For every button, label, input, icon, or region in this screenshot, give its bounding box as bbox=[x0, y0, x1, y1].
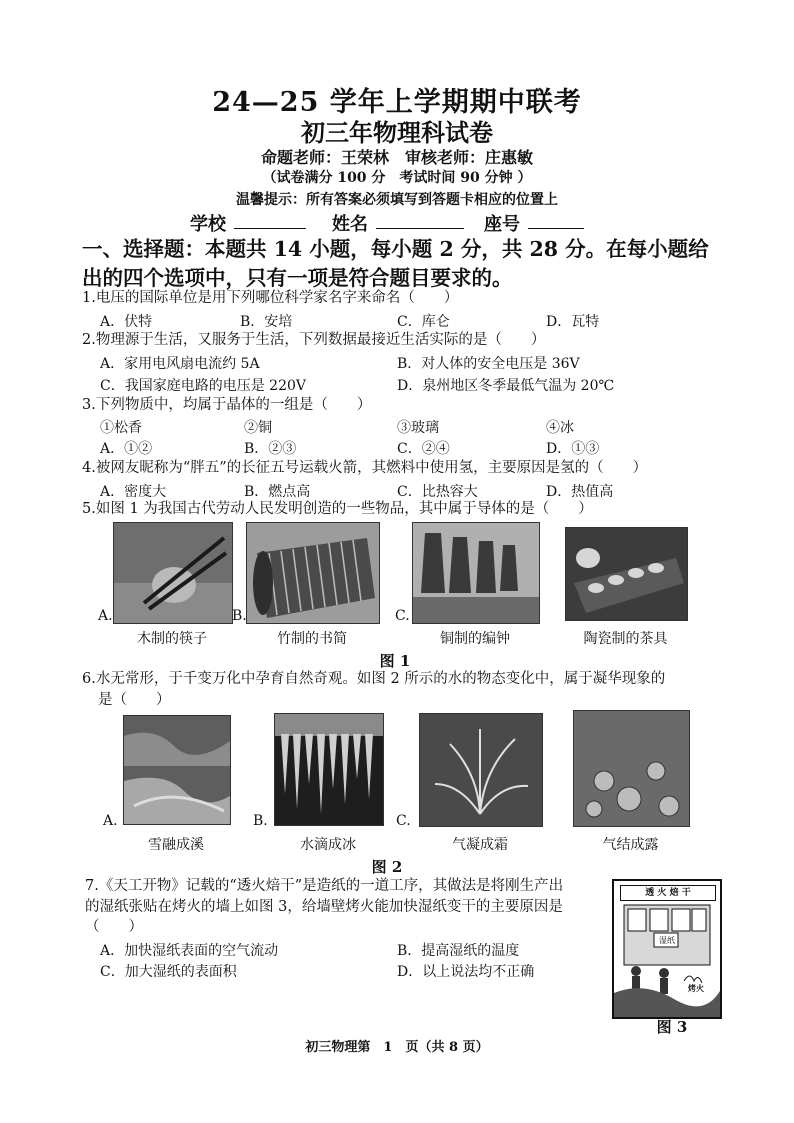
q5-caption-2: 竹制的书简 bbox=[277, 631, 347, 647]
exam-subtitle: 初三年物理科试卷 bbox=[301, 118, 493, 147]
seat-label: 座号 bbox=[484, 214, 520, 235]
q5-letter-a: A. bbox=[98, 608, 113, 624]
q2-option-a[interactable]: A．家用电风扇电流约 5A bbox=[100, 356, 260, 372]
exam-authors: 命题老师：王荣林 审核老师：庄惠敏 bbox=[260, 148, 533, 167]
q2-option-d[interactable]: D．泉州地区冬季最低气温为 20℃ bbox=[397, 378, 615, 394]
bamboo-slips-photo bbox=[246, 522, 380, 624]
q3-item-3: ③玻璃 bbox=[397, 420, 439, 436]
q3-option-d[interactable]: D．①③ bbox=[546, 441, 600, 457]
illustration-paper-label: 湿纸 bbox=[659, 936, 675, 945]
q5-caption-3: 铜制的编钟 bbox=[440, 631, 510, 647]
q6-stem-line2: 是（ ） bbox=[98, 692, 171, 708]
q6-caption-1: 雪融成溪 bbox=[148, 837, 204, 853]
q6-caption-4: 气结成露 bbox=[602, 837, 659, 853]
chopsticks-photo bbox=[113, 522, 233, 624]
q6-letter-a: A. bbox=[103, 813, 118, 829]
frost-photo bbox=[419, 713, 543, 827]
icicles-photo bbox=[274, 713, 384, 826]
exam-notice: 温馨提示：所有答案必须填写到答题卡相应的位置上 bbox=[236, 192, 558, 208]
illustration-sign: 透 火 焙 干 bbox=[620, 885, 716, 901]
q4-stem: 4.被网友昵称为“胖五”的长征五号运载火箭，其燃料中使用氢，主要原因是氢的（ ） bbox=[82, 460, 648, 476]
q1-option-d[interactable]: D．瓦特 bbox=[546, 314, 600, 330]
q5-letter-c: C. bbox=[395, 608, 410, 624]
page-footer: 初三物理第 1 页（共 8 页） bbox=[305, 1040, 489, 1055]
q3-stem: 3.下列物质中，均属于晶体的一组是（ ） bbox=[82, 397, 372, 413]
q3-option-c[interactable]: C．②④ bbox=[397, 441, 450, 457]
q4-option-d[interactable]: D．热值高 bbox=[546, 484, 614, 500]
figure-2-label: 图 2 bbox=[371, 858, 403, 876]
school-blank[interactable] bbox=[234, 210, 306, 229]
q2-option-b[interactable]: B．对人体的安全电压是 36V bbox=[397, 356, 580, 372]
seat-blank[interactable] bbox=[528, 210, 584, 229]
q6-letter-c: C. bbox=[396, 813, 411, 829]
figure-1-label: 图 1 bbox=[379, 652, 411, 670]
q1-option-b[interactable]: B．安培 bbox=[240, 314, 293, 330]
q3-item-2: ②铜 bbox=[244, 420, 272, 436]
q7-option-d[interactable]: D．以上说法均不正确 bbox=[397, 964, 535, 980]
q5-stem: 5.如图 1 为我国古代劳动人民发明创造的一些物品，其中属于导体的是（ ） bbox=[82, 501, 593, 517]
q6-stem-line1: 6.水无常形，于千变万化中孕育自然奇观。如图 2 所示的水的物态变化中，属于凝华现象的 bbox=[82, 671, 666, 687]
section-heading: 一、选择题：本题共 14 小题，每小题 2 分，共 28 分。在每小题给出的四个选项中，只有一项是符合题目要求的。 bbox=[82, 237, 709, 290]
illustration-fire-label: 烤火 bbox=[688, 983, 704, 993]
snow-melt-photo bbox=[123, 715, 231, 825]
q5-letter-b: B. bbox=[232, 608, 247, 624]
figure-3-label: 图 3 bbox=[656, 1018, 688, 1036]
q1-option-c[interactable]: C．库仑 bbox=[397, 314, 450, 330]
name-label: 姓名 bbox=[332, 214, 368, 235]
bronze-bells-photo bbox=[412, 522, 540, 624]
q7-stem-line3: （ ） bbox=[85, 919, 143, 935]
q1-stem: 1.电压的国际单位是用下列哪位科学家名字来命名（ ） bbox=[82, 290, 459, 306]
q7-stem-line1: 7.《天工开物》记载的“透火焙干”是造纸的一道工序，其做法是将刚生产出 bbox=[85, 878, 564, 894]
q2-stem: 2.物理源于生活，又服务于生活，下列数据最接近生活实际的是（ ） bbox=[82, 332, 546, 348]
school-label: 学校 bbox=[190, 214, 226, 235]
q3-item-1: ①松香 bbox=[100, 420, 142, 436]
q3-option-b[interactable]: B．②③ bbox=[244, 441, 297, 457]
q4-option-a[interactable]: A．密度大 bbox=[100, 484, 167, 500]
q3-item-4: ④冰 bbox=[546, 420, 574, 436]
q5-caption-1: 木制的筷子 bbox=[137, 631, 207, 647]
q5-caption-4: 陶瓷制的茶具 bbox=[583, 631, 668, 647]
q4-option-c[interactable]: C．比热容大 bbox=[397, 484, 478, 500]
name-blank[interactable] bbox=[376, 210, 464, 229]
q2-option-c[interactable]: C．我国家庭电路的电压是 220V bbox=[100, 378, 306, 394]
q3-option-a[interactable]: A．①② bbox=[100, 441, 153, 457]
student-info-fields bbox=[190, 210, 584, 236]
dew-photo bbox=[573, 710, 690, 827]
q7-stem-line2: 的湿纸张贴在烤火的墙上如图 3，给墙壁烤火能加快湿纸变干的主要原因是 bbox=[85, 899, 563, 915]
q4-option-b[interactable]: B．燃点高 bbox=[244, 484, 311, 500]
q7-option-c[interactable]: C．加大湿纸的表面积 bbox=[100, 964, 237, 980]
paper-drying-illustration bbox=[612, 879, 722, 1019]
q6-letter-b: B. bbox=[253, 813, 268, 829]
q7-option-a[interactable]: A．加快湿纸表面的空气流动 bbox=[100, 943, 279, 959]
porcelain-tea-set-photo bbox=[565, 527, 688, 621]
exam-info: （试卷满分 100 分 考试时间 90 分钟 ） bbox=[262, 170, 532, 186]
q6-caption-2: 水滴成冰 bbox=[300, 837, 356, 853]
q7-option-b[interactable]: B．提高湿纸的温度 bbox=[397, 943, 520, 959]
q6-caption-3: 气凝成霜 bbox=[452, 837, 508, 853]
exam-title: 24—25 学年上学期期中联考 bbox=[212, 87, 582, 118]
q1-option-a[interactable]: A．伏特 bbox=[100, 314, 153, 330]
